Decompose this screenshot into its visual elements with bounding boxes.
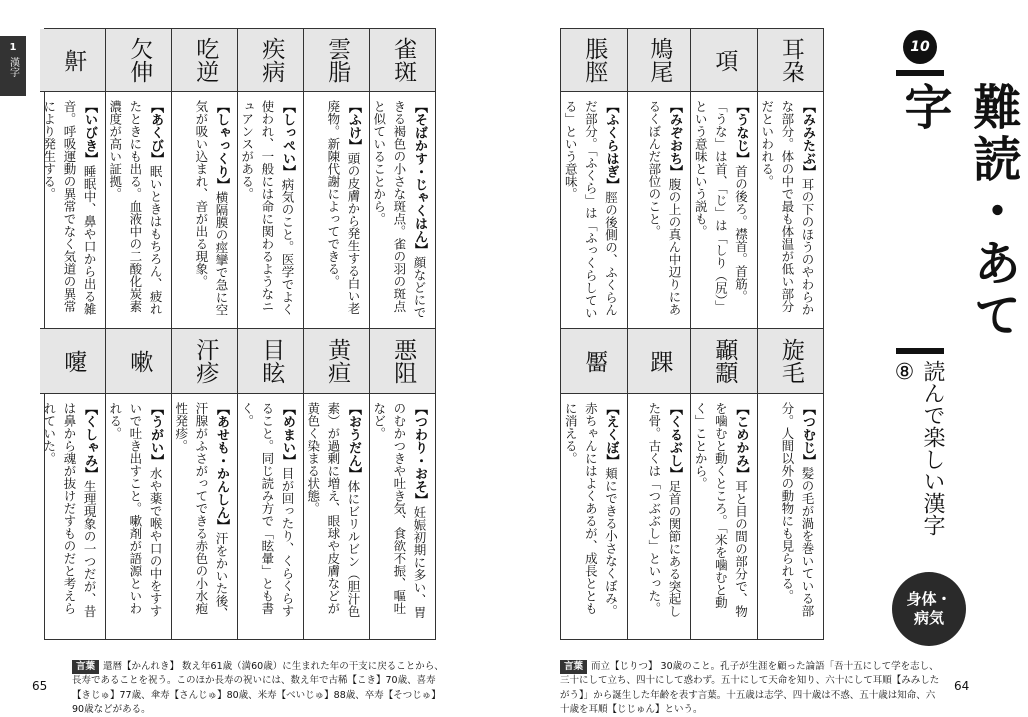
page-subtitle: 読んで楽しい漢字⑧: [892, 360, 945, 536]
entry-head: [304, 29, 369, 92]
entry-body: [370, 394, 435, 630]
title-number: 10: [910, 39, 930, 55]
entry-body: [172, 394, 237, 630]
entry-head: [238, 29, 303, 92]
entry-head: [304, 328, 369, 394]
left-table: [41, 28, 436, 640]
entry-kanji: 鼾: [60, 48, 87, 72]
entry-reading: 【あくび】: [148, 100, 164, 165]
entry-text: 頬にできる小さなくぼみ。赤ちゃんにはよくあるが、成長とともに消える。: [563, 402, 619, 617]
entry-text: 体にビリルビン（胆汁色素）が過剰に増え、眼球や皮膚などが黄色く染まる状態。: [305, 402, 362, 618]
entry-text: 汗をかいた後、汗腺がふさがってできる赤色の小水疱性発疹。: [173, 402, 230, 620]
entry-kanji: 旋毛: [777, 338, 804, 384]
entry-reading: 【そばかす・じゃくはん】: [412, 100, 427, 256]
entry-reading: 【しっぺい】: [280, 100, 296, 178]
entry-text: 睡眠中、鼻や口から出る雑音。呼吸運動の異常でなく気道の異常により発生する。: [41, 100, 98, 315]
entry-head: [172, 29, 237, 92]
entry-head: [758, 29, 824, 92]
entry-body: [561, 394, 627, 630]
entry-body: [238, 394, 303, 630]
entry-reading: 【えくぼ】: [603, 402, 619, 467]
entry-head: [691, 29, 757, 92]
entry-text: 腹の上の真ん中辺りにあるくぼんだ部位のこと。: [646, 100, 682, 316]
entry-column: [237, 29, 303, 639]
chapter-label: 漢字: [7, 57, 19, 77]
title-divider-top: [896, 70, 944, 76]
page-title: 難読・あて字: [896, 82, 1021, 342]
entry-body: [106, 394, 171, 630]
entry-kanji: 悪阻: [390, 338, 417, 384]
entry-text: 顔などにできる褐色の小さな斑点。雀の羽の斑点と似ていることから。: [371, 100, 427, 319]
entry-body: [758, 394, 824, 630]
entry-reading: 【みぞおち】: [667, 100, 682, 178]
entry-body: [40, 92, 105, 328]
entry-text: 耳と目の間の部分で、物を噛むと動くところ。「米を噛むと動く」ことから。: [693, 402, 749, 618]
entry-kanji: 雲脂: [324, 37, 351, 83]
entry-kanji: 雀斑: [390, 37, 417, 83]
entry-body: [106, 92, 171, 328]
right-note: [560, 660, 940, 717]
entry-text: 髪の毛が渦を巻いている部分。人間以外の動物にも見られる。: [779, 402, 815, 617]
note-tag: 言葉: [72, 660, 99, 674]
entry-body: [758, 92, 824, 328]
entry-kanji: 顳顬: [711, 338, 738, 384]
entry-head: [370, 328, 435, 394]
right-table: [560, 28, 824, 640]
note-tag: 言葉: [560, 660, 587, 674]
entry-body: [691, 394, 757, 630]
entry-column: [690, 29, 757, 639]
entry-text: 足首の関節にある突起した骨。古くは「つぶぶし」といった。: [646, 402, 682, 618]
entry-body: [691, 92, 757, 328]
note-text: 還暦【かんれき】 数え年61歳（満60歳）に生まれた年の干支に戻ることから、長寿であることを祝う。このほか長寿の祝いには、数え年で古稀【こき】70歳、喜寿【きじゅ】77歳、傘寿【さんじゅ】80歳、米寿【べいじゅ】88歳、卒寿【そつじゅ】90歳などがある。: [72, 661, 444, 715]
entry-column: [105, 29, 171, 639]
entry-kanji: 黄疸: [324, 338, 351, 384]
entry-text: 水や薬で喉や口の中をすすいで吐き出すこと。嗽剤が語源といわれる。: [107, 402, 164, 617]
entry-kanji: 欠伸: [126, 37, 153, 83]
entry-reading: 【みみたぶ】: [800, 100, 815, 178]
entry-reading: 【いびき】: [82, 100, 98, 165]
entry-reading: 【ふけ】: [346, 100, 362, 152]
note-text: 而立【じりつ】 30歳のこと。孔子が生涯を顧った論語「吾十五にして学を志し、三十にして立ち、四十にして惑わず。五十にして天命を知り、六十にして耳順【みみしたがう】」から誕生した年齢を表す言葉。十五歳は志学、四十歳は不惑、五十歳は知命、六十歳を耳順【じじゅん】という。: [560, 661, 940, 715]
entry-reading: 【しゃっくり】: [214, 100, 230, 191]
entry-kanji: 踝: [646, 349, 673, 373]
entry-column: [561, 29, 627, 639]
entry-kanji: 嗽: [126, 349, 153, 373]
entry-body: [40, 394, 105, 630]
entry-text: 頭の皮膚から発生する白い老廃物。新陳代謝によってできる。: [325, 100, 362, 315]
entry-head: [628, 29, 691, 92]
entry-kanji: 靨: [581, 349, 608, 373]
page-number-right: 64: [954, 679, 970, 693]
entry-kanji: 項: [711, 48, 738, 72]
entry-head: [106, 29, 171, 92]
entry-kanji: 鳩尾: [646, 37, 673, 83]
entry-reading: 【こめかみ】: [733, 402, 749, 480]
entry-head: [238, 328, 303, 394]
entry-column: [627, 29, 691, 639]
entry-reading: 【つむじ】: [800, 402, 815, 467]
title-number-badge: [903, 30, 937, 64]
entry-reading: 【うなじ】: [733, 100, 749, 165]
entry-reading: 【めまい】: [280, 402, 296, 467]
entry-body: [238, 92, 303, 328]
entry-column: [40, 29, 105, 639]
entry-head: [691, 328, 757, 394]
entry-text: 耳の下のほうのやわらかな部分。体の中で最も体温が低い部分だといわれる。: [759, 100, 815, 316]
page-number-left: 65: [32, 679, 48, 693]
entry-head: [628, 328, 691, 394]
entry-column: [369, 29, 435, 639]
entry-body: [561, 92, 627, 328]
entry-body: [370, 92, 435, 328]
entry-head: [370, 29, 435, 92]
entry-kanji: 疾病: [258, 37, 285, 83]
left-note: [72, 660, 452, 717]
entry-body: [304, 92, 369, 328]
chapter-side-tab: [0, 36, 26, 96]
entry-text: 眠いときはもちろん、疲れたときにも出る。血液中の二酸化炭素濃度が高い証拠。: [107, 100, 164, 315]
category-badge-label: 身体・病気: [906, 590, 952, 627]
entry-head: [561, 29, 627, 92]
entry-text: 首の後ろ。襟首。首筋。「うな」は首、「じ」は「しり（尻）」という意味という説も。: [693, 100, 749, 313]
entry-head: [561, 328, 627, 394]
entry-column: [757, 29, 824, 639]
entry-text: 目が回ったり、くらくらすること。同じ読み方で「眩暈」とも書く。: [239, 402, 296, 617]
entry-head: [40, 328, 105, 394]
entry-kanji: 嚔: [60, 349, 87, 373]
entry-body: [628, 92, 691, 328]
entry-column: [171, 29, 237, 639]
entry-text: 生理現象の一つだが、昔は鼻から魂が抜けだすものだと考えられていた。: [41, 402, 98, 618]
entry-head: [172, 328, 237, 394]
entry-text: 脛の後側の、ふくらんだ部分。「ふくら」は「ふっくらしている」という意味。: [563, 100, 619, 319]
entry-reading: 【おうだん】: [346, 402, 362, 480]
chapter-number: 1: [9, 42, 17, 53]
entry-head: [758, 328, 824, 394]
entry-kanji: 脹脛: [581, 37, 608, 83]
entry-reading: 【うがい】: [148, 402, 164, 467]
entry-column: [303, 29, 369, 639]
entry-kanji: 吃逆: [192, 37, 219, 83]
category-badge: [892, 572, 966, 646]
entry-reading: 【くるぶし】: [667, 402, 682, 480]
entry-body: [628, 394, 691, 630]
entry-kanji: 汗疹: [192, 338, 219, 384]
entry-head: [40, 29, 105, 92]
entry-head: [106, 328, 171, 394]
entry-reading: 【つわり・おそ】: [412, 402, 427, 506]
entry-reading: 【ふくらはぎ】: [603, 100, 619, 191]
entry-body: [172, 92, 237, 328]
entry-kanji: 耳朶: [777, 37, 804, 83]
entry-text: 妊娠初期に多い、胃のむかつきや吐き気、食欲不振、嘔吐など。: [371, 402, 427, 619]
entry-kanji: 目眩: [258, 338, 285, 384]
entry-reading: 【あせも・かんしん】: [214, 402, 230, 532]
entry-reading: 【くしゃみ】: [82, 402, 98, 480]
title-divider-bottom: [896, 348, 944, 354]
entry-text: 横隔膜の痙攣で急に空気が吸い込まれ、音が出る現象。: [193, 100, 230, 316]
entry-text: 病気のこと。医学でよく使われ、一般には命に関わるようなニュアンスがある。: [239, 100, 296, 316]
entry-body: [304, 394, 369, 630]
